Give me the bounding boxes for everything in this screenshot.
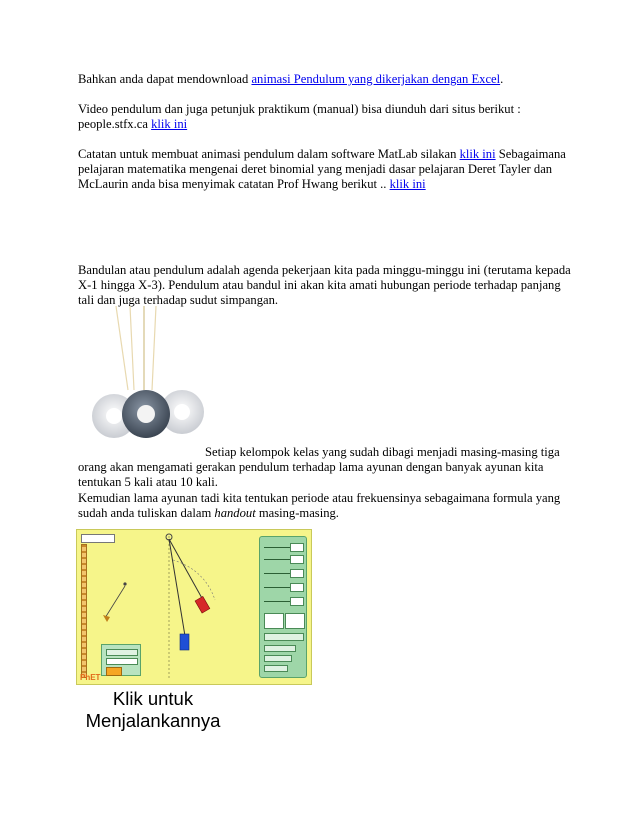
- paragraph-text: Bahkan anda dapat mendownload: [78, 72, 252, 86]
- pendulum-strings: [116, 306, 156, 390]
- caption-line: Klik untuk: [112, 688, 194, 709]
- run-simulation-caption[interactable]: [78, 688, 228, 732]
- excel-pendulum-link[interactable]: animasi Pendulum yang dikerjakan dengan Excel: [251, 72, 501, 86]
- sim-arc-guide: [173, 560, 215, 600]
- caption-line: Menjalankannya: [85, 710, 221, 731]
- paragraph-text: Setiap kelompok kelas yang sudah dibagi menjadi masing-masing tiga: [205, 445, 560, 459]
- sim-velocity-vector: [105, 586, 125, 618]
- paragraph-text: Bandulan atau pendulum adalah agenda pekerjaan kita pada minggu-minggu ini (terutama kepada X-1 hingga X-3). Pendulum atau bandul ini akan kita amati hubungan periode terhadap panjang tali dan juga terhadap sudut simpangan.: [78, 263, 571, 308]
- paragraph-excel-download: [78, 72, 578, 87]
- handout-emphasis: handout: [214, 505, 256, 520]
- paragraph-text: Catatan untuk membuat animasi pendulum dalam software MatLab silakan: [78, 147, 460, 161]
- sim-vector-point: [123, 582, 126, 585]
- sim-bob-red: [195, 596, 210, 613]
- sim-energy-box: [101, 644, 141, 676]
- paragraph-text: .: [500, 72, 504, 86]
- paragraph-pendulum-agenda: [78, 263, 578, 309]
- stfx-link[interactable]: klik ini: [151, 117, 188, 132]
- phet-simulation-screenshot[interactable]: [76, 529, 312, 685]
- matlab-link[interactable]: klik ini: [459, 147, 496, 161]
- paragraph-text: people.stfx.ca: [78, 117, 152, 132]
- sim-control-panel[interactable]: [259, 536, 307, 678]
- prof-hwang-link[interactable]: klik ini: [389, 177, 426, 192]
- pendulum-photo: [86, 306, 216, 441]
- paragraph-text: masing-masing.: [255, 505, 339, 520]
- sim-vector-head: [103, 615, 110, 622]
- sim-bob-blue: [180, 634, 189, 650]
- pendulum-ring: [122, 390, 170, 438]
- paragraph-group-observation: [78, 445, 578, 521]
- paragraph-text: orang akan mengamati gerakan pendulum terhadap lama ayunan dengan banyak ayunan kita tentukan 5 kali atau 10 kali.: [78, 460, 544, 490]
- phet-logo: PhET: [80, 673, 101, 682]
- paragraph-text: Kemudian lama ayunan tadi kita tentukan periode atau frekuensinya sebagaimana formula yang sudah anda tuliskan dalam: [78, 490, 561, 520]
- paragraph-video-manual: [78, 102, 578, 132]
- paragraph-text: Sebagaimana pelajaran matematika mengenai deret binomial yang menjadi dasar pelajaran Deret Tayler dan McLaurin anda bisa menyimak catatan Prof Hwang berikut ..: [78, 147, 566, 192]
- paragraph-text: Video pendulum dan juga petunjuk praktikum (manual) bisa diunduh dari situs berikut :: [78, 102, 521, 116]
- paragraph-matlab-notes: [78, 147, 578, 193]
